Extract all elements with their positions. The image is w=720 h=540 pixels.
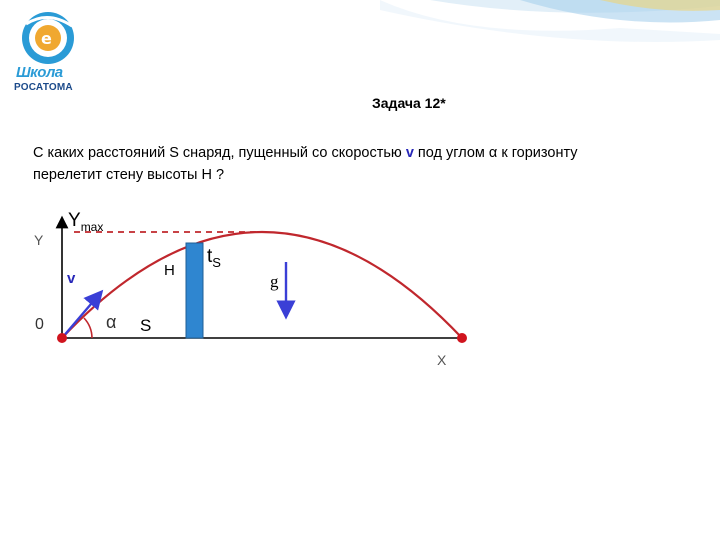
- label-x-axis: X: [437, 352, 447, 368]
- label-alpha: α: [106, 312, 117, 332]
- logo-emblem-icon: [10, 6, 94, 70]
- label-ymax: [68, 210, 103, 234]
- problem-statement: [33, 142, 633, 186]
- label-gravity: g: [270, 272, 279, 291]
- label-height-h: H: [164, 262, 175, 279]
- landing-point: [457, 333, 467, 343]
- angle-arc: [84, 318, 92, 338]
- label-ts-sub: S: [212, 254, 221, 270]
- logo-title: Школа: [16, 64, 63, 81]
- velocity-symbol: v: [405, 145, 414, 161]
- label-time-ts: [207, 246, 221, 270]
- wall: [186, 243, 203, 338]
- logo-subtitle: РОСАТОМА: [14, 82, 73, 93]
- problem-text-part1: С каких расстояний S снаряд, пущенный со скоростью: [33, 145, 406, 161]
- label-ts-main: t: [207, 246, 213, 267]
- task-title: Задача 12*: [372, 95, 446, 111]
- label-ymax-main: Y: [68, 210, 81, 231]
- label-y-axis: Y: [34, 232, 44, 248]
- projectile-diagram: [0, 200, 720, 540]
- label-velocity: v: [67, 270, 76, 287]
- header-banner: [0, 0, 720, 112]
- label-ymax-sub: max: [80, 219, 104, 234]
- problem-text-part2: под углом α к горизонту перелетит стену высоты H ?: [33, 145, 578, 183]
- label-origin: 0: [35, 316, 44, 333]
- launch-point: [57, 333, 67, 343]
- trajectory-curve: [62, 232, 462, 338]
- svg-text:e: e: [41, 29, 52, 48]
- label-distance-s: S: [140, 316, 152, 335]
